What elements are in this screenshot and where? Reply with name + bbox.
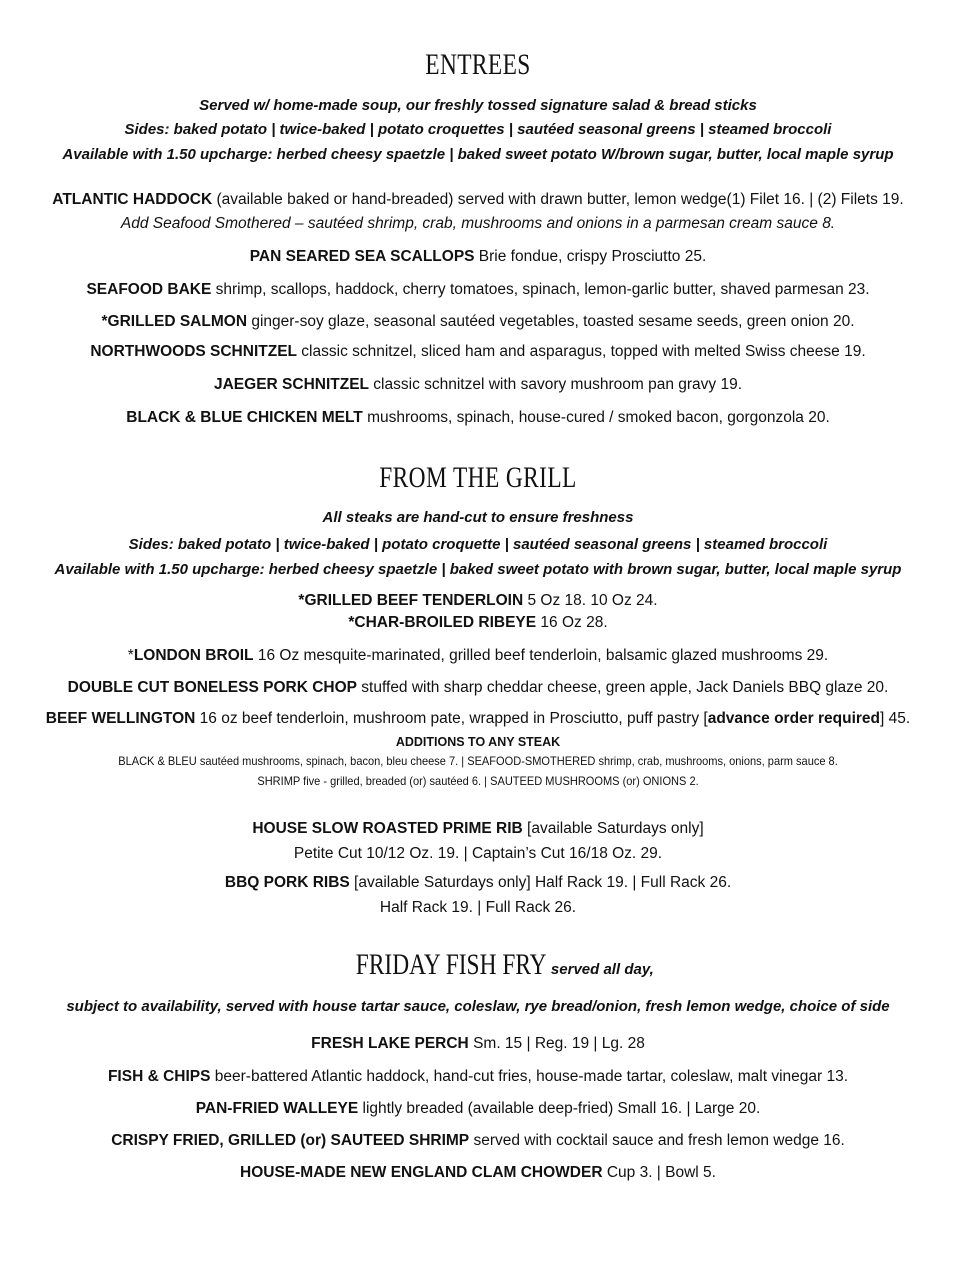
advance-order-note: advance order required [707, 710, 881, 727]
fish-fry-title: FRIDAY FISH FRY [356, 948, 547, 981]
item-desc: shrimp, scallops, haddock, cherry tomatoes, spinach, lemon-garlic butter, shaved parmesan 23. [211, 281, 870, 298]
item-price: ] 45. [880, 710, 911, 727]
menu-item-london-broil [0, 647, 956, 665]
item-desc: classic schnitzel, sliced ham and asparagus, topped with melted Swiss cheese 19. [297, 343, 866, 360]
item-desc: 5 Oz 18. 10 Oz 24. [523, 592, 658, 609]
item-desc: Cup 3. | Bowl 5. [602, 1164, 716, 1181]
additions-heading: ADDITIONS TO ANY STEAK [395, 735, 561, 749]
item-name: ATLANTIC HADDOCK [52, 191, 213, 208]
item-desc: ginger-soy glaze, seasonal sautéed vegetables, toasted sesame seeds, green onion 20. [247, 313, 855, 330]
menu-item-fish-chips [0, 1068, 956, 1086]
grill-subtitle-1: All steaks are hand-cut to ensure freshness [322, 509, 634, 526]
item-name: NORTHWOODS SCHNITZEL [90, 343, 297, 360]
item-desc: (available baked or hand-breaded) served with drawn butter, lemon wedge(1) Filet 16. | (2) Filets 19. [212, 191, 904, 208]
grill-upcharge: Available with 1.50 upcharge: herbed cheesy spaetzle | baked sweet potato with brown sugar, butter, local maple syrup [54, 561, 902, 578]
entrees-upcharge: Available with 1.50 upcharge: herbed cheesy spaetzle | baked sweet potato W/brown sugar, butter, local maple syrup [62, 146, 894, 163]
menu-item-clam-chowder [0, 1164, 956, 1182]
menu-item-pork-chop [0, 679, 956, 697]
menu-item-shrimp [0, 1132, 956, 1150]
item-name: DOUBLE CUT BONELESS PORK CHOP [67, 679, 357, 696]
menu-item-northwoods-schnitzel [0, 343, 956, 361]
menu-item-beef-tenderloin [0, 592, 956, 610]
item-desc: Brie fondue, crispy Prosciutto 25. [474, 248, 707, 265]
item-name: HOUSE SLOW ROASTED PRIME RIB [252, 820, 523, 837]
fish-fry-title-sub: served all day, [546, 961, 654, 978]
item-name: CRISPY FRIED, GRILLED (or) SAUTEED SHRIMP [111, 1132, 470, 1149]
item-name: *CHAR-BROILED RIBEYE [348, 614, 537, 631]
item-desc: mushrooms, spinach, house-cured / smoked bacon, gorgonzola 20. [362, 409, 830, 426]
menu-item-walleye [0, 1100, 956, 1118]
item-name: LONDON BROIL [133, 647, 254, 664]
menu-item-lake-perch [0, 1035, 956, 1053]
entrees-subtitle-1: Served w/ home-made soup, our freshly tossed signature salad & bread sticks [199, 97, 757, 114]
fish-fry-heading [0, 948, 956, 982]
item-name: PAN SEARED SEA SCALLOPS [249, 248, 475, 265]
item-desc: 16 Oz mesquite-marinated, grilled beef tenderloin, balsamic glazed mushrooms 29. [253, 647, 829, 664]
item-name: JAEGER SCHNITZEL [213, 376, 369, 393]
entrees-heading: ENTREES [425, 48, 531, 81]
item-desc: Sm. 15 | Reg. 19 | Lg. 28 [468, 1035, 645, 1052]
item-desc: beer-battered Atlantic haddock, hand-cut fries, house-made tartar, coleslaw, malt vinegar 13. [210, 1068, 849, 1085]
item-name: *GRILLED BEEF TENDERLOIN [298, 592, 524, 609]
menu-item-grilled-salmon [0, 313, 956, 331]
item-name: FISH & CHIPS [107, 1068, 211, 1085]
prime-rib-prices: Petite Cut 10/12 Oz. 19. | Captain’s Cut 16/18 Oz. 29. [293, 845, 663, 862]
grill-sides: Sides: baked potato | twice-baked | potato croquette | sautéed seasonal greens | steamed broccoli [128, 536, 828, 553]
menu-item-sea-scallops [0, 248, 956, 266]
menu-item-jaeger-schnitzel [0, 376, 956, 394]
item-desc: [available Saturdays only] Half Rack 19. | Full Rack 26. [349, 874, 732, 891]
item-name: BBQ PORK RIBS [224, 874, 350, 891]
menu-item-prime-rib [0, 820, 956, 838]
additions-line-1: BLACK & BLEU sautéed mushrooms, spinach, bacon, bleu cheese 7. | SEAFOOD-SMOTHERED shrimp, crab, mushrooms, onions, parm sauce 8. [118, 754, 838, 768]
bbq-ribs-prices: Half Rack 19. | Full Rack 26. [379, 899, 577, 916]
additions-line-2: SHRIMP five - grilled, breaded (or) sautéed 6. | SAUTEED MUSHROOMS (or) ONIONS 2. [257, 774, 699, 788]
item-name: BEEF WELLINGTON [45, 710, 196, 727]
menu-item-ribeye [0, 614, 956, 632]
item-desc: stuffed with sharp cheddar cheese, green apple, Jack Daniels BBQ glaze 20. [357, 679, 889, 696]
item-name: BLACK & BLUE CHICKEN MELT [126, 409, 363, 426]
item-name: *GRILLED SALMON [101, 313, 248, 330]
fish-fry-subtitle: subject to availability, served with house tartar sauce, coleslaw, rye bread/onion, fresh lemon wedge, choice of side [66, 998, 890, 1015]
menu-item-atlantic-haddock [0, 191, 956, 209]
entrees-sides: Sides: baked potato | twice-baked | potato croquettes | sautéed seasonal greens | steamed broccoli [124, 121, 832, 138]
menu-item-bbq-ribs [0, 874, 956, 892]
item-desc: 16 oz beef tenderloin, mushroom pate, wrapped in Prosciutto, puff pastry [ [195, 710, 708, 727]
item-name: HOUSE-MADE NEW ENGLAND CLAM CHOWDER [240, 1164, 603, 1181]
item-name: SEAFOOD BAKE [86, 281, 212, 298]
item-desc: served with cocktail sauce and fresh lemon wedge 16. [469, 1132, 845, 1149]
item-desc: 16 Oz 28. [536, 614, 608, 631]
menu-item-seafood-bake [0, 281, 956, 299]
item-desc: [available Saturdays only] [522, 820, 704, 837]
menu-item-beef-wellington [0, 710, 956, 728]
item-name: PAN-FRIED WALLEYE [195, 1100, 359, 1117]
item-desc: classic schnitzel with savory mushroom pan gravy 19. [369, 376, 743, 393]
item-desc: lightly breaded (available deep-fried) Small 16. | Large 20. [358, 1100, 761, 1117]
grill-heading: FROM THE GRILL [379, 461, 577, 494]
menu-item-chicken-melt [0, 409, 956, 427]
item-name: FRESH LAKE PERCH [311, 1035, 469, 1052]
menu-item-seafood-smothered: Add Seafood Smothered – sautéed shrimp, crab, mushrooms and onions in a parmesan cream sauce 8. [120, 215, 836, 232]
item-prefix: * [127, 647, 134, 664]
